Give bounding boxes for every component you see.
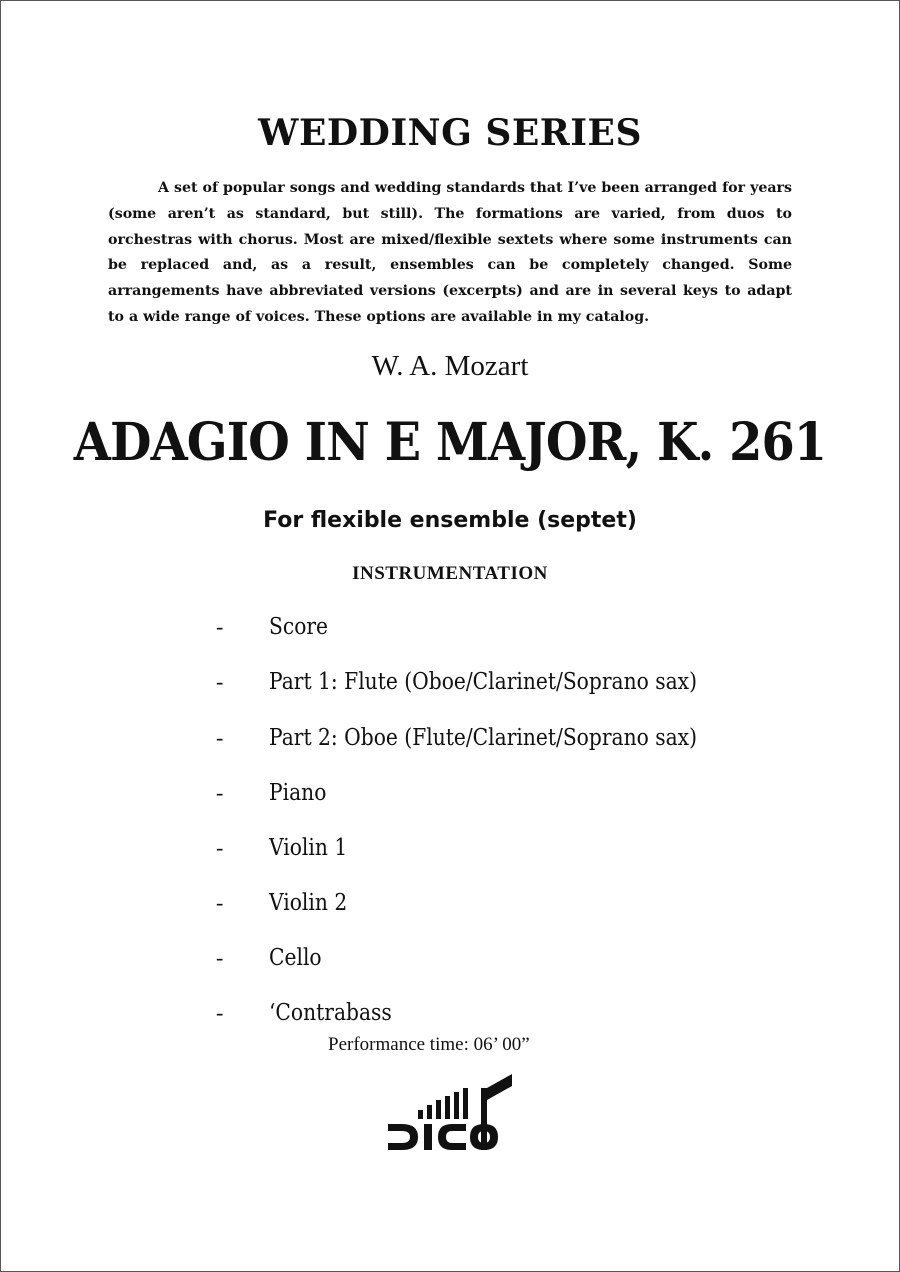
piece-title: ADAGIO IN E MAJOR, K. 261 [73, 412, 827, 473]
instrument-item [0, 614, 900, 644]
bullet-dash: - [216, 890, 224, 915]
instrument-item [0, 945, 900, 975]
instrument-label: Violin 2 [269, 890, 348, 916]
series-title: WEDDING SERIES [258, 112, 642, 154]
composer-name: W. A. Mozart [371, 350, 529, 382]
intro-paragraph: A set of popular songs and wedding standards that I’ve been arranged for years (some aren’t as standard, but still). The formations are varied, from duos to orchestras with chorus. Most are mixed/flexible sextets where some instruments can be replaced and, as a result, ensembles can be completely changed. Some arrangements have abbreviated versions (excerpts) and are in several keys to adapt to a wide range of voices. These options are available in my catalog. [108, 180, 792, 325]
instrument-label: Part 1: Flute (Oboe/Clarinet/Soprano sax) [269, 669, 697, 695]
instrument-item [0, 890, 900, 920]
instrument-item [0, 1000, 900, 1030]
bullet-dash: - [216, 1000, 224, 1025]
instrument-label: Piano [269, 780, 327, 806]
bullet-dash: - [216, 945, 224, 970]
instrument-label: Score [269, 614, 329, 640]
instrument-item [0, 725, 900, 755]
instrument-item [0, 835, 900, 865]
instrument-item [0, 669, 900, 699]
bullet-dash: - [216, 835, 224, 860]
bullet-dash: - [216, 614, 224, 639]
ensemble-subtitle: For flexible ensemble (septet) [263, 508, 637, 533]
instrument-label: ‘Contrabass [269, 1000, 392, 1026]
bullet-dash: - [216, 669, 224, 694]
instrumentation-heading: INSTRUMENTATION [352, 563, 548, 584]
instrument-label: Part 2: Oboe (Flute/Clarinet/Soprano sax) [269, 725, 697, 751]
instrument-label: Cello [269, 945, 322, 971]
bullet-dash: - [216, 780, 224, 805]
publisher-logo [384, 1070, 516, 1154]
performance-time: Performance time: 06’ 00” [328, 1034, 530, 1055]
bullet-dash: - [216, 725, 224, 750]
instrument-label: Violin 1 [269, 835, 348, 861]
instrument-item [0, 780, 900, 810]
